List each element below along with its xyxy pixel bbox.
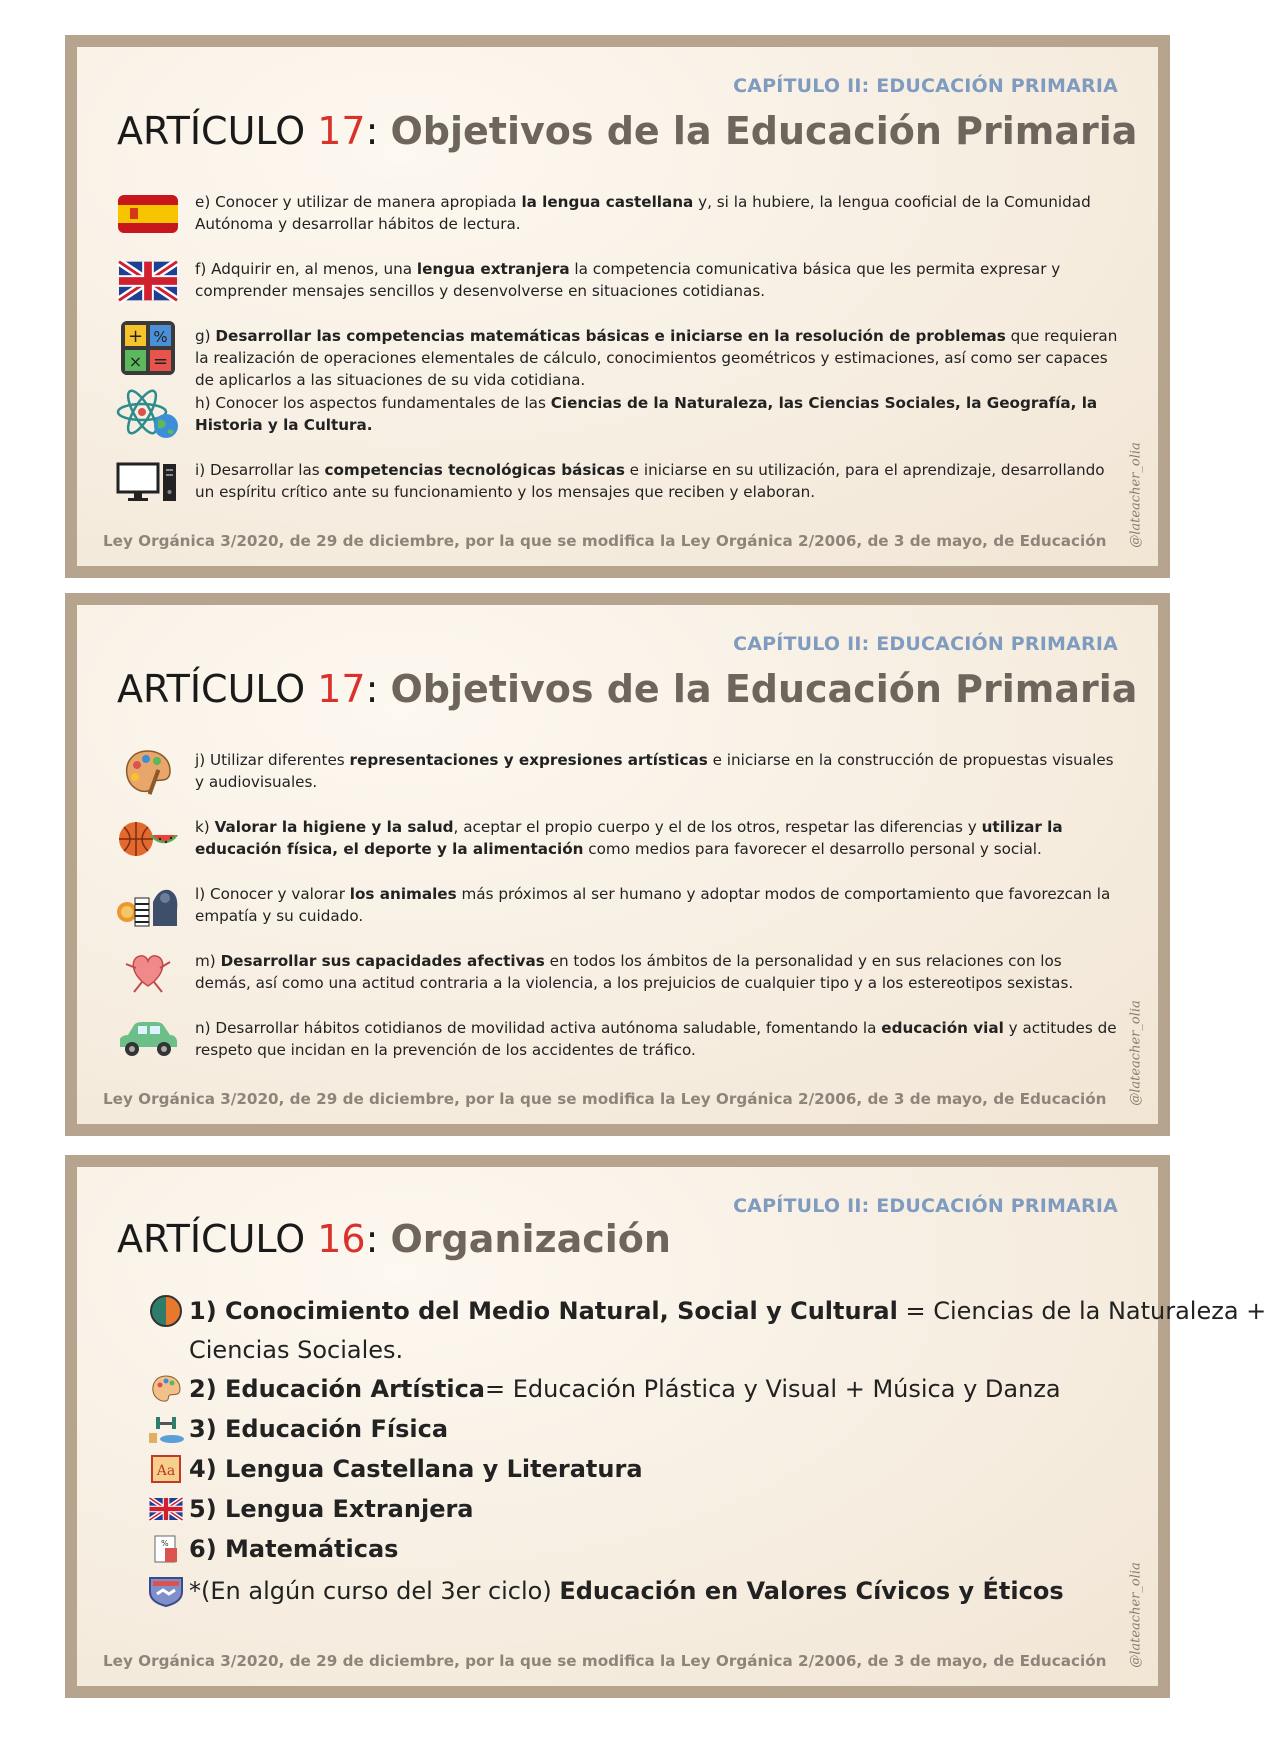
spain-flag-icon <box>115 189 181 239</box>
page-title: ARTÍCULO 17: Objetivos de la Educación Primaria <box>117 667 1138 711</box>
list-item <box>115 1015 1118 1082</box>
subject-item: *(En algún curso del 3er ciclo) Educación en Valores Cívicos y Éticos <box>147 1571 1118 1611</box>
car-icon <box>115 1015 181 1065</box>
body-text: más próximos al ser humano y adoptar modos de comportamiento que favorezcan la empatía y su cuidado. <box>195 885 1111 925</box>
dumbbell-icon <box>147 1412 185 1446</box>
objective-text <box>195 390 1118 436</box>
subject-item: 2) Educación Artística= Educación Plástica y Visual + Música y Danza <box>147 1369 1118 1409</box>
chapter-label: CAPÍTULO II: EDUCACIÓN PRIMARIA <box>733 633 1118 655</box>
objective-text <box>195 457 1118 503</box>
animals-icon <box>115 881 181 931</box>
objective-text <box>195 747 1118 793</box>
svg-text:%: % <box>161 1539 169 1548</box>
law-reference: Ley Orgánica 3/2020, de 29 de diciembre, por la que se modifica la Ley Orgánica 2/2006, de 3 de mayo, de Educación <box>103 1090 1107 1108</box>
list-item <box>115 948 1118 1015</box>
subject-item: % 6) Matemáticas <box>147 1529 1118 1569</box>
objective-text <box>195 189 1118 235</box>
emphasis-text: educación vial <box>881 1019 1004 1037</box>
body-text: y actitudes de respeto que incidan en la prevención de los accidentes de tráfico. <box>195 1019 1117 1059</box>
book-aa-icon <box>147 1452 185 1486</box>
emphasis-text: representaciones y expresiones artísticas <box>349 751 708 769</box>
card-panel <box>77 605 1158 1124</box>
list-item <box>115 814 1118 881</box>
svg-text:=: = <box>152 351 169 372</box>
art-palette-icon <box>147 1372 185 1406</box>
emphasis-text: competencias tecnológicas básicas <box>324 461 625 479</box>
heart-character-icon <box>115 948 181 998</box>
chapter-label: CAPÍTULO II: EDUCACIÓN PRIMARIA <box>733 1195 1118 1217</box>
subject-continuation: Ciencias Sociales. <box>189 1336 404 1364</box>
article-card-2 <box>65 593 1170 1136</box>
objective-text <box>195 814 1118 860</box>
emphasis-text: Desarrollar las competencias matemáticas básicas e iniciarse en la resolución de problemas <box>215 327 1006 345</box>
body-text: , aceptar el propio cuerpo y el de los otros, respetar las diferencias y <box>453 818 982 836</box>
chapter-label: CAPÍTULO II: EDUCACIÓN PRIMARIA <box>733 75 1118 97</box>
article-card-1 <box>65 35 1170 578</box>
svg-text:%: % <box>153 328 168 346</box>
article-card-3 <box>65 1155 1266 1698</box>
subject-item: 5) Lengua Extranjera <box>147 1489 1118 1529</box>
body-text: e iniciarse en la construcción de propuestas visuales y audiovisuales. <box>195 751 1114 791</box>
body-text: e iniciarse en su utilización, para el aprendizaje, desarrollando un espíritu crítico ante su funcionamiento y los mensajes que reciben y elaboran. <box>195 461 1105 501</box>
globe-half-icon <box>147 1294 185 1328</box>
uk-flag-icon <box>115 256 181 306</box>
emphasis-text: Valorar la higiene y la salud <box>214 818 454 836</box>
body-text: la competencia comunicativa básica que les permita expresar y comprender mensajes sencillos y desenvolverse en situaciones cotidianas. <box>195 260 1061 300</box>
card-panel <box>77 47 1158 566</box>
list-item <box>115 881 1118 948</box>
body-text: que requieran la realización de operaciones elementales de cálculo, conocimientos geométricos y estimaciones, así como ser capaces de aplicarlos a las situaciones de su vida cotidiana. <box>195 327 1118 389</box>
body-text: como medios para favorecer el desarrollo personal y social. <box>583 840 1042 858</box>
calculator-icon <box>115 323 181 373</box>
body-text: en todos los ámbitos de la personalidad y en sus relaciones con los demás, así como una actitud contraria a la violencia, a los prejuicios de cualquier tipo y a los estereotipos sexistas. <box>195 952 1074 992</box>
objective-text <box>195 323 1118 391</box>
list-item <box>115 747 1118 814</box>
objectives-list <box>115 189 1118 524</box>
emphasis-text: la lengua castellana <box>521 193 694 211</box>
list-item <box>115 323 1118 390</box>
body-text: k) <box>195 818 215 836</box>
emphasis-text: Ciencias de la Naturaleza, las Ciencias Sociales, la Geografía, la Historia y la Cultura. <box>195 394 1098 434</box>
svg-text:+: + <box>127 326 144 347</box>
objective-text <box>195 948 1118 994</box>
body-text: l) Conocer y valorar <box>195 885 350 903</box>
emphasis-text: lengua extranjera <box>416 260 570 278</box>
law-reference: Ley Orgánica 3/2020, de 29 de diciembre, por la que se modifica la Ley Orgánica 2/2006, de 3 de mayo, de Educación <box>103 532 1107 550</box>
emphasis-text: los animales <box>349 885 457 903</box>
page-title: ARTÍCULO 16: Organización <box>117 1217 671 1261</box>
subject-item: 1) Conocimiento del Medio Natural, Social y Cultural = Ciencias de la Naturaleza + <box>147 1291 1118 1331</box>
author-handle: @lateacher_olia <box>1128 442 1144 548</box>
list-item <box>115 390 1118 457</box>
objective-text <box>195 1015 1118 1061</box>
body-text: f) Adquirir en, al menos, una <box>195 260 417 278</box>
objective-text <box>195 256 1118 302</box>
author-handle: @lateacher_olia <box>1128 1562 1144 1668</box>
body-text: h) Conocer los aspectos fundamentales de las <box>195 394 551 412</box>
body-text: i) Desarrollar las <box>195 461 325 479</box>
svg-text:×: × <box>128 352 143 371</box>
body-text: j) Utilizar diferentes <box>195 751 350 769</box>
subjects-list <box>147 1291 1266 1611</box>
objective-text <box>195 881 1118 927</box>
card-panel <box>77 1167 1266 1686</box>
body-text: e) Conocer y utilizar de manera apropiada <box>195 193 522 211</box>
ball-watermelon-icon <box>115 814 181 864</box>
body-text: y, si la hubiere, la lengua cooficial de la Comunidad Autónoma y desarrollar hábitos de lectura. <box>195 193 1091 233</box>
page-title: ARTÍCULO 17: Objetivos de la Educación Primaria <box>117 109 1138 153</box>
author-handle: @lateacher_olia <box>1128 1000 1144 1106</box>
list-item <box>115 256 1118 323</box>
law-reference: Ley Orgánica 3/2020, de 29 de diciembre, por la que se modifica la Ley Orgánica 2/2006, de 3 de mayo, de Educación <box>103 1652 1107 1670</box>
subject-item: 3) Educación Física <box>147 1409 1118 1449</box>
svg-text:Aa: Aa <box>156 1463 176 1479</box>
emphasis-text: Desarrollar sus capacidades afectivas <box>220 952 545 970</box>
palette-icon <box>115 747 181 797</box>
handshake-shield-icon <box>147 1574 185 1608</box>
body-text: g) <box>195 327 216 345</box>
objectives-list <box>115 747 1118 1082</box>
list-item <box>115 189 1118 256</box>
body-text: n) Desarrollar hábitos cotidianos de movilidad activa autónoma saludable, fomentando la <box>195 1019 882 1037</box>
computer-icon <box>115 457 181 507</box>
emphasis-text: utilizar la educación física, el deporte y la alimentación <box>195 818 1063 858</box>
uk-flag-small-icon <box>147 1492 185 1526</box>
list-item <box>115 457 1118 524</box>
math-notebook-icon <box>147 1532 185 1566</box>
subject-item: Aa 4) Lengua Castellana y Literatura <box>147 1449 1118 1489</box>
atom-globe-icon <box>115 390 181 440</box>
body-text: m) <box>195 952 221 970</box>
